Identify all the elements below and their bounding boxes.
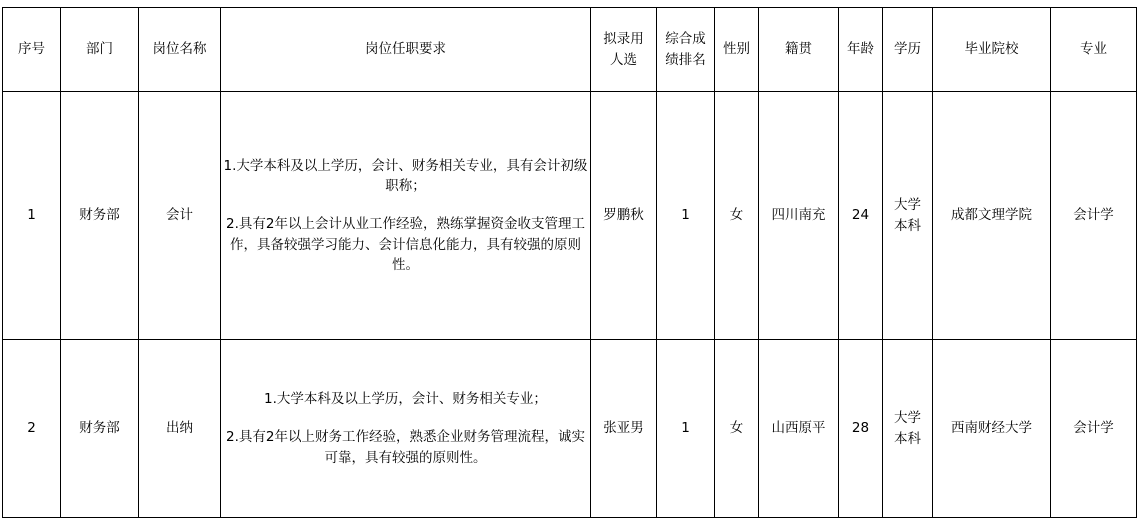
- cell-seq-value: 2: [27, 420, 36, 437]
- column-header-post-label: 岗位名称: [152, 41, 207, 58]
- cell-major: [1051, 92, 1137, 340]
- cell-age-value: 28: [851, 420, 870, 437]
- cell-school-value: 西南财经大学: [951, 420, 1032, 437]
- table-row: [3, 340, 1137, 518]
- cell-candidate-value: 罗鹏秋: [603, 207, 644, 224]
- column-header-dept-label: 部门: [86, 41, 113, 58]
- cell-major-value: 会计学: [1073, 420, 1114, 437]
- cell-seq: [3, 340, 61, 518]
- recruitment-table: [2, 7, 1137, 518]
- column-header-seq: [3, 8, 61, 92]
- cell-school-value: 成都文理学院: [951, 207, 1032, 224]
- column-header-age: [839, 8, 883, 92]
- cell-post-value: 会计: [166, 207, 193, 224]
- column-header-requirements: [221, 8, 591, 92]
- cell-gender-value: 女: [729, 420, 744, 437]
- column-header-native-place: [759, 8, 839, 92]
- column-header-seq-label: 序号: [18, 41, 45, 58]
- cell-post-value: 出纳: [166, 420, 193, 437]
- cell-candidate-value: 张亚男: [603, 420, 644, 437]
- cell-rank-value: 1: [681, 207, 690, 224]
- cell-school: [933, 340, 1051, 518]
- table-body: [3, 92, 1137, 518]
- column-header-major: [1051, 8, 1137, 92]
- cell-seq: [3, 92, 61, 340]
- column-header-education: [883, 8, 933, 92]
- column-header-native-place-label: 籍贯: [785, 41, 812, 58]
- cell-requirements-line2: 2.具有2年以上财务工作经验，熟悉企业财务管理流程，诚实可靠，具有较强的原则性。: [226, 429, 585, 466]
- cell-education: [883, 92, 933, 340]
- cell-school: [933, 92, 1051, 340]
- column-header-rank-label-line1: 综合成: [665, 30, 706, 47]
- column-header-requirements-label: 岗位任职要求: [365, 41, 446, 58]
- column-header-candidate: [591, 8, 657, 92]
- cell-requirements: [221, 92, 591, 340]
- cell-gender: [715, 92, 759, 340]
- cell-requirements: [221, 340, 591, 518]
- cell-candidate: [591, 340, 657, 518]
- table-row: [3, 92, 1137, 340]
- cell-dept-value: 财务部: [79, 420, 120, 437]
- cell-post: [139, 92, 221, 340]
- cell-candidate: [591, 92, 657, 340]
- column-header-dept: [61, 8, 139, 92]
- cell-rank-value: 1: [681, 420, 690, 437]
- column-header-gender: [715, 8, 759, 92]
- cell-education-line2: 本科: [894, 217, 921, 234]
- cell-dept: [61, 340, 139, 518]
- cell-education: [883, 340, 933, 518]
- cell-education-line2: 本科: [894, 430, 921, 447]
- cell-post: [139, 340, 221, 518]
- cell-age: [839, 92, 883, 340]
- column-header-candidate-label-line1: 拟录用: [603, 30, 644, 47]
- column-header-major-label: 专业: [1080, 41, 1107, 58]
- cell-major: [1051, 340, 1137, 518]
- column-header-rank-label-line2: 绩排名: [665, 51, 706, 68]
- table-header: [3, 8, 1137, 92]
- cell-native-place: [759, 340, 839, 518]
- cell-age: [839, 340, 883, 518]
- column-header-post: [139, 8, 221, 92]
- cell-native-place-value: 四川南充: [771, 207, 826, 224]
- cell-native-place: [759, 92, 839, 340]
- cell-requirements-line1: 1.大学本科及以上学历，会计、财务相关专业；: [264, 391, 547, 408]
- cell-dept-value: 财务部: [79, 207, 120, 224]
- cell-education-line1: 大学: [894, 196, 921, 213]
- table-header-row: [3, 8, 1137, 92]
- cell-seq-value: 1: [27, 207, 36, 224]
- column-header-education-label: 学历: [894, 41, 921, 58]
- column-header-age-label: 年龄: [847, 41, 874, 58]
- cell-native-place-value: 山西原平: [771, 420, 826, 437]
- column-header-candidate-label-line2: 人选: [610, 51, 637, 68]
- column-header-gender-label: 性别: [723, 41, 750, 58]
- cell-age-value: 24: [851, 207, 870, 224]
- cell-dept: [61, 92, 139, 340]
- cell-gender: [715, 340, 759, 518]
- cell-education-line1: 大学: [894, 409, 921, 426]
- cell-rank: [657, 92, 715, 340]
- cell-major-value: 会计学: [1073, 207, 1114, 224]
- cell-requirements-line1: 1.大学本科及以上学历，会计、财务相关专业，具有会计初级职称；: [223, 157, 588, 195]
- column-header-school-label: 毕业院校: [964, 41, 1019, 58]
- cell-gender-value: 女: [729, 207, 744, 224]
- column-header-school: [933, 8, 1051, 92]
- cell-rank: [657, 340, 715, 518]
- column-header-rank: [657, 8, 715, 92]
- cell-requirements-line2: 2.具有2年以上会计从业工作经验，熟练掌握资金收支管理工作，具备较强学习能力、会计信息化能力，具有较强的原则性。: [226, 216, 585, 273]
